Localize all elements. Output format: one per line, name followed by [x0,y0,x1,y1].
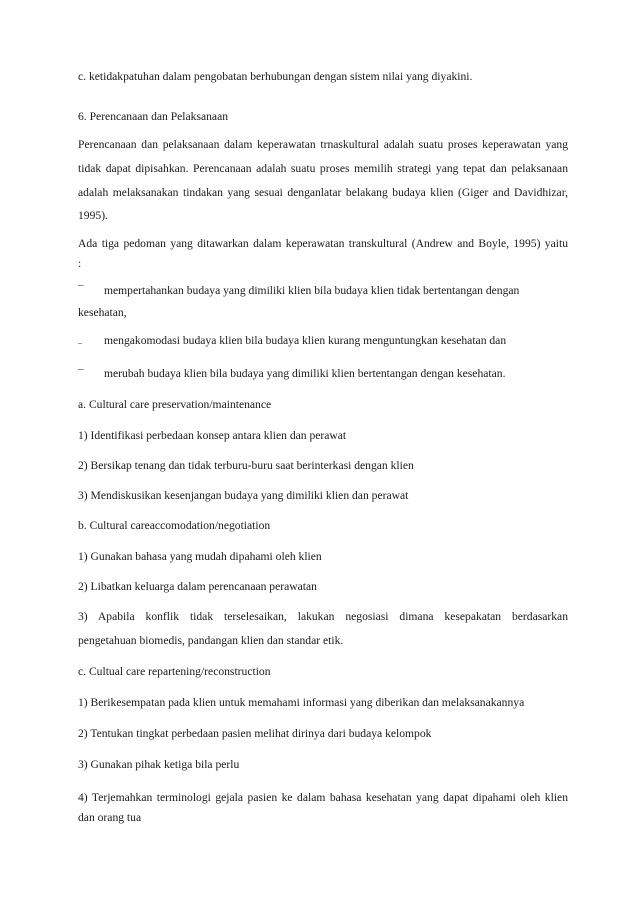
list-item: 2) Libatkan keluarga dalam perencanaan perawatan [78,580,317,593]
section-heading-6: 6. Perencanaan dan Pelaksanaan [78,110,229,123]
list-item: 1) Berikesempatan pada klien untuk memahami informasi yang diberikan dan melaksanakannya [78,696,525,709]
bullet-item-continuation: kesehatan, [78,306,127,319]
subheading-b: b. Cultural careaccomodation/negotiation [78,519,271,532]
list-item: 1) Gunakan bahasa yang mudah dipahami oleh klien [78,550,322,563]
paragraph-line: : [78,257,82,270]
list-item-continuation: dan orang tua [78,811,142,824]
paragraph-line: tidak dapat dipisahkan. Perencanaan adalah suatu proses memilih strategi yang tepat dan pelaksanaan [78,162,568,175]
subheading-a: a. Cultural care preservation/maintenance [78,398,272,411]
list-item-continuation: pengetahuan biomedis, pandangan klien dan standar etik. [78,634,344,647]
list-item: 4) Terjemahkan terminologi gejala pasien ke dalam bahasa kesehatan yang dapat dipahami oleh klien [78,791,568,804]
bullet-dash: – [78,338,82,347]
paragraph-line: Perencanaan dan pelaksanaan dalam keperawatan trnaskultural adalah suatu proses keperawatan yang [78,138,568,151]
bullet-item-restructuring: merubah budaya klien bila budaya yang dimiliki klien bertentangan dengan kesehatan. [104,367,506,380]
list-item: 3) Apabila konflik tidak terselesaikan, lakukan negosiasi dimana kesepakatan berdasarkan [78,610,568,623]
list-item: 2) Bersikap tenang dan tidak terburu-buru saat berinterkasi dengan klien [78,459,414,472]
paragraph-line: 1995). [78,209,108,222]
list-item: 1) Identifikasi perbedaan konsep antara klien dan perawat [78,429,347,442]
bullet-item-preservation: mempertahankan budaya yang dimiliki klien bila budaya klien tidak bertentangan dengan [104,284,520,297]
bullet-item-accommodation: mengakomodasi budaya klien bila budaya klien kurang menguntungkan kesehatan dan [104,334,507,347]
list-item: 2) Tentukan tingkat perbedaan pasien melihat dirinya dari budaya kelompok [78,727,432,740]
paragraph-line: Ada tiga pedoman yang ditawarkan dalam keperawatan transkultural (Andrew and Boyle, 1995) yaitu [78,237,568,250]
bullet-dash: – [78,363,84,375]
list-item-c-nonadherence: c. ketidakpatuhan dalam pengobatan berhubungan dengan sistem nilai yang diyakini. [78,70,473,83]
paragraph-line: adalah melaksanakan tindakan yang sesuai denganlatar belakang budaya klien (Giger and Davidhizar, [78,186,568,199]
bullet-dash: – [78,279,84,291]
subheading-c: c. Cultual care repartening/reconstruction [78,665,271,678]
list-item: 3) Mendiskusikan kesenjangan budaya yang dimiliki klien dan perawat [78,489,409,502]
list-item: 3) Gunakan pihak ketiga bila perlu [78,758,240,771]
